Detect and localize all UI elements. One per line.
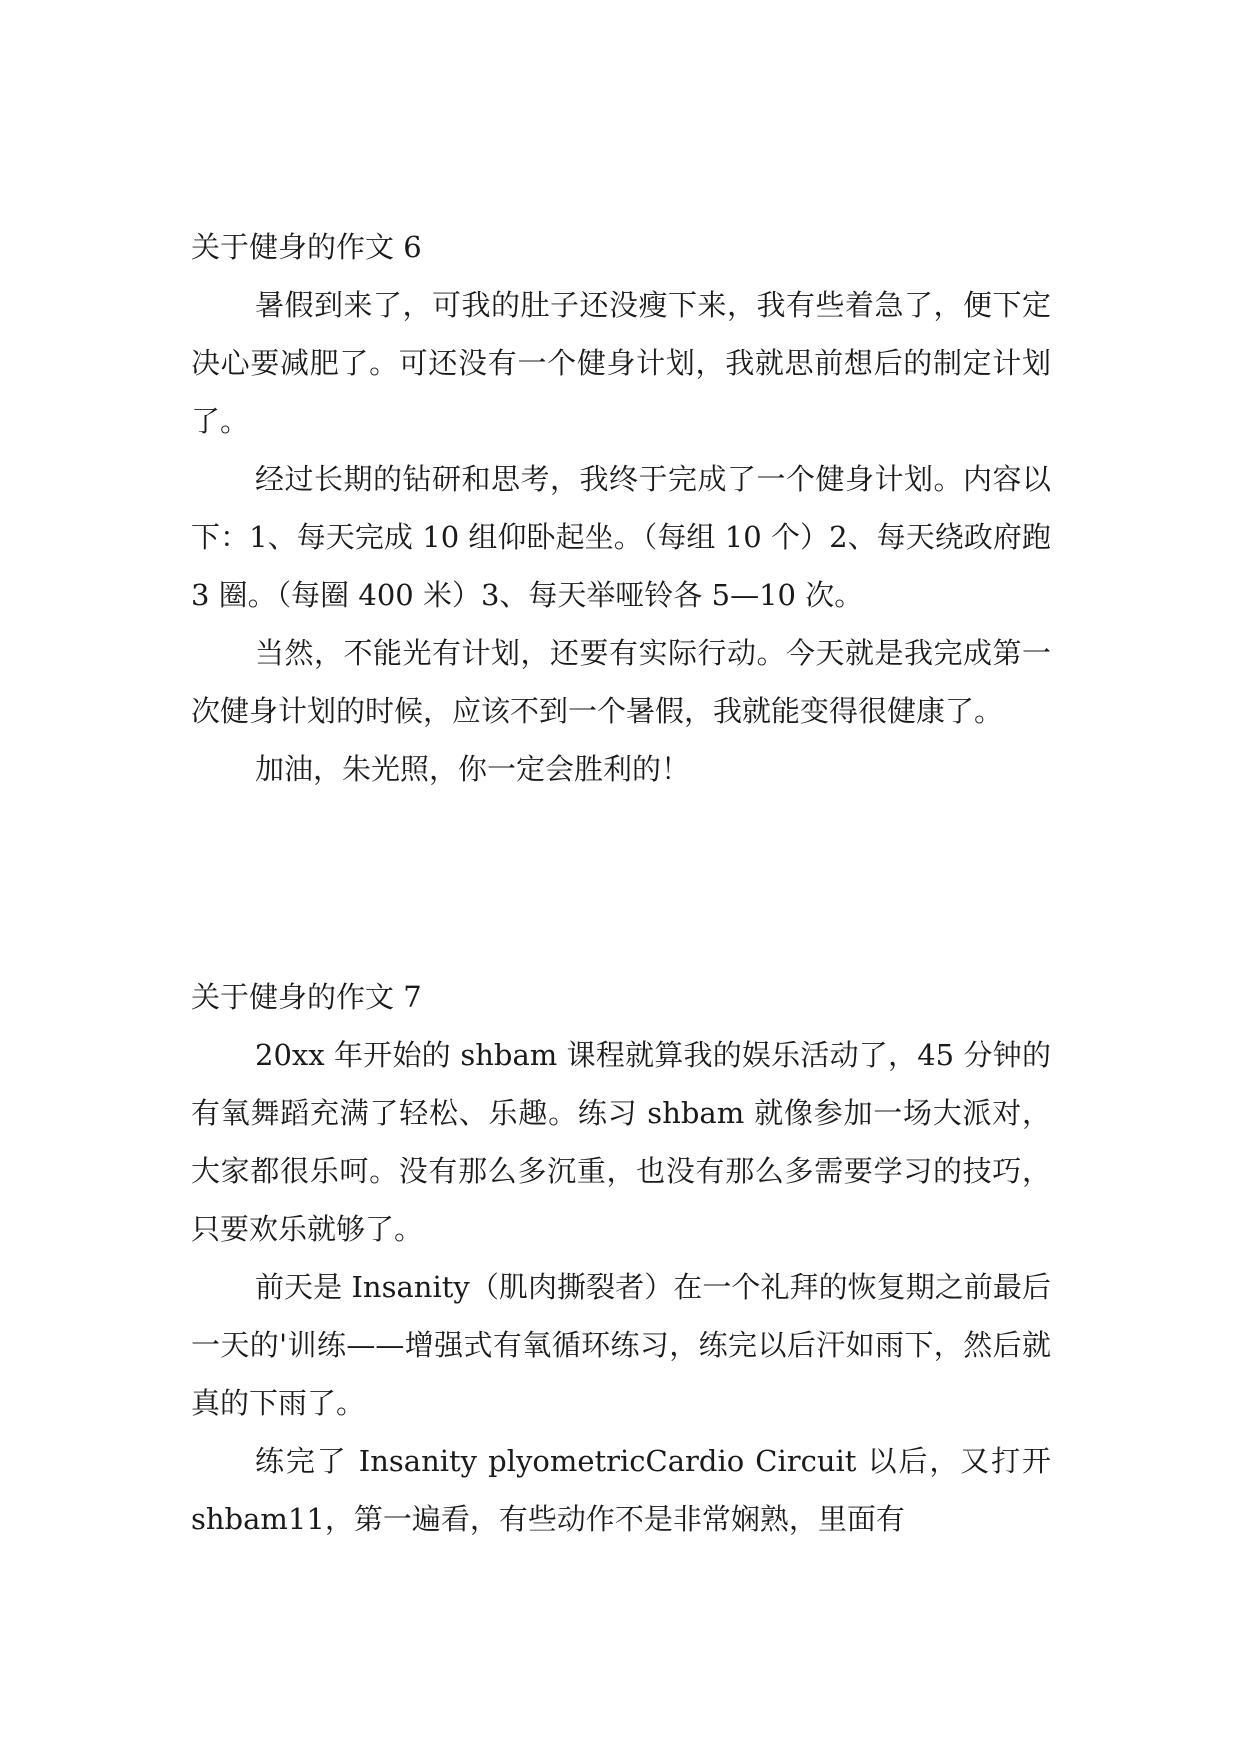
essay-title: 关于健身的作文 6	[191, 230, 422, 264]
essay-title: 关于健身的作文 7	[191, 980, 422, 1014]
essay-paragraph: 加油，朱光照，你一定会胜利的！	[255, 752, 691, 786]
essay-7	[191, 968, 1051, 1548]
essay-paragraph: 暑假到来了，可我的肚子还没瘦下来，我有些着急了，便下定决心要减肥了。可还没有一个健身计划，我就思前想后的制定计划了。	[191, 288, 1051, 438]
essay-paragraph: 当然，不能光有计划，还要有实际行动。今天就是我完成第一次健身计划的时候，应该不到一个暑假，我就能变得很健康了。	[191, 636, 1051, 728]
essay-paragraph: 练完了 Insanity plyometricCardio Circuit 以后，又打开 shbam11，第一遍看，有些动作不是非常娴熟，里面有	[191, 1444, 1051, 1536]
essay-paragraph: 经过长期的钻研和思考，我终于完成了一个健身计划。内容以下：1、每天完成 10 组仰卧起坐。（每组 10 个）2、每天绕政府跑 3 圈。（每圈 400 米）3、每天举哑铃各 5—10 次。	[191, 462, 1051, 612]
essay-6	[191, 218, 1051, 798]
essay-paragraph: 前天是 Insanity（肌肉撕裂者）在一个礼拜的恢复期之前最后一天的'训练——增强式有氧循环练习，练完以后汗如雨下，然后就真的下雨了。	[191, 1270, 1051, 1420]
essay-paragraph: 20xx 年开始的 shbam 课程就算我的娱乐活动了，45 分钟的有氧舞蹈充满了轻松、乐趣。练习 shbam 就像参加一场大派对，大家都很乐呵。没有那么多沉重，也没有那么多需要学习的技巧，只要欢乐就够了。	[191, 1038, 1051, 1246]
